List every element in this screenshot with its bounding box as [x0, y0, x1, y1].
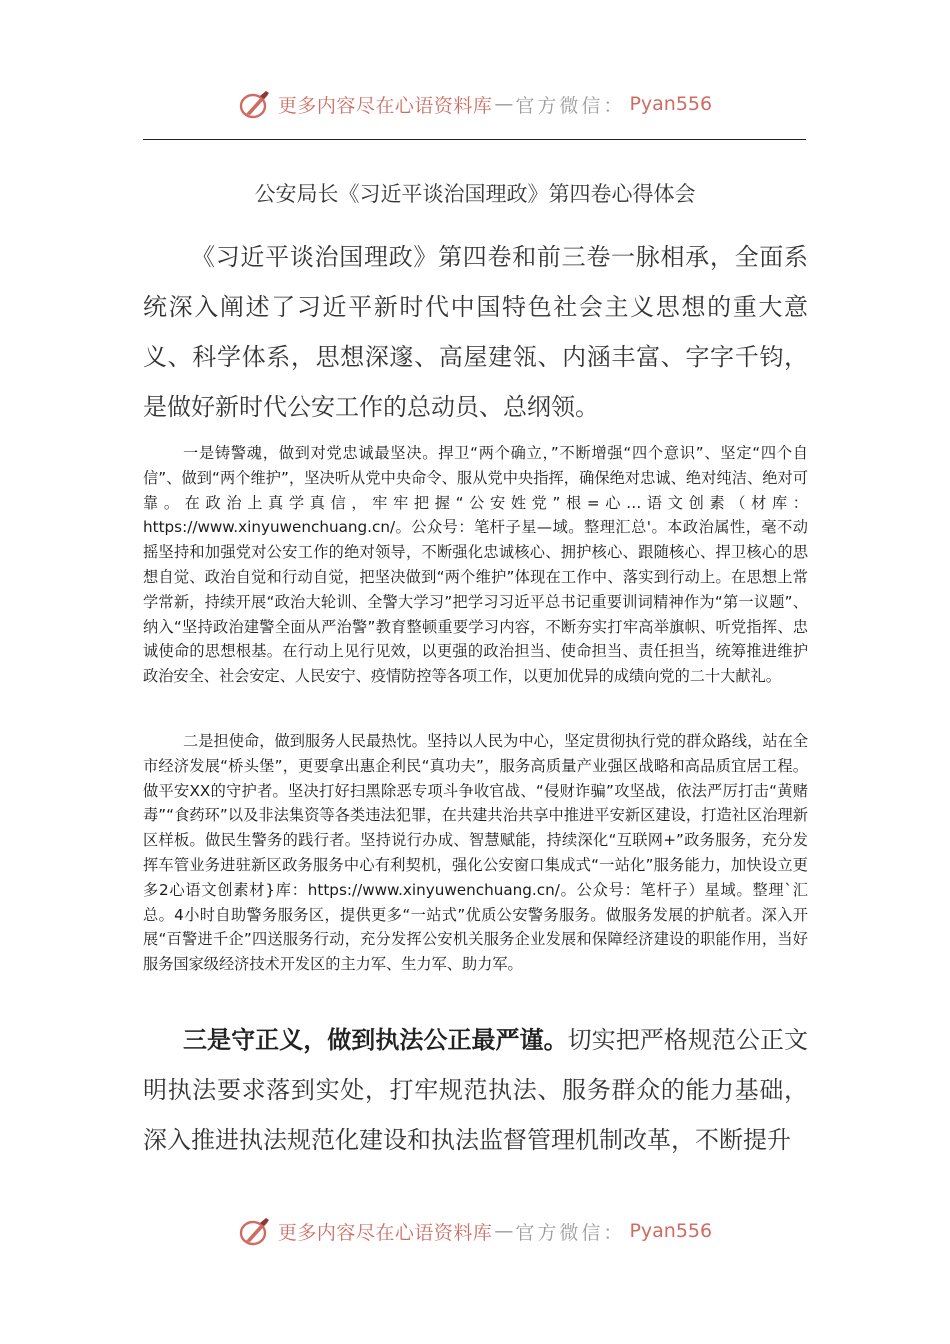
header-watermark [0, 84, 950, 124]
watermark-official-label: 官方微信： [515, 1221, 626, 1244]
intro-paragraph: 《习近平谈治国理政》第四卷和前三卷一脉相承，全面系统深入阐述了习近平新时代中国特色社会主义思想的重大意义、科学体系，思想深邃、高屋建瓴、内涵丰富、字字千钧，是做好新时代公安工作的总动员、总纲领。 [143, 243, 808, 421]
document-title: 公安局长《习近平谈治国理政》第四卷心得体会 [254, 182, 696, 206]
quill-pen-logo-icon [238, 87, 272, 121]
paragraph-1: 一是铸警魂，做到对党忠诚最坚决。捍卫“两个确立，”不断增强“四个意识”、坚定“四个自信”、做到“两个维护”，坚决听从党中央命令、服从党中央指挥，确保绝对忠诚、绝对纯洁、绝对可靠。在政治上真学真信，牢牢把握“公安姓党”根=心…语文创素（材库：https://www.xinyuwenchuang.cn/。公众号：笔杆子星—域。整理汇总'。本政治属性，毫不动摇坚持和加强党对公安工作的绝对领导，不断强化忠诚核心、拥护核心、跟随核心、捍卫核心的思想自觉、政治自觉和行动自觉，把坚决做到“两个维护”体现在工作中、落实到行动上。在思想上常学常新，持续开展“政治大轮训、全警大学习”把学习习近平总书记重要训词精神作为“第一议题”、纳入“坚持政治建警全面从严治警”教育整顿重要学习内容，不断夯实打牢高举旗帜、听党指挥、忠诚使命的思想根基。在行动上见行见效，以更强的政治担当、使命担当、责任担当，统筹推进维护政治安全、社会安定、人民安宁、疫情防控等各项工作，以更加优异的成绩向党的二十大献礼。 [143, 444, 808, 686]
watermark-dash: — [494, 93, 514, 115]
watermark-official-label: 官方微信： [515, 94, 626, 117]
watermark-main-text: 更多内容尽在心语资料库 [277, 94, 493, 117]
watermark-main-text: 更多内容尽在心语资料库 [277, 1221, 493, 1244]
paragraph-3-body: 切实把严格规范公正文明执法要求落到实处，打牢规范执法、服务群众的能力基础，深入推进执法规范化建设和执法监督管理机制改革，不断提升 [143, 1026, 808, 1154]
quill-pen-logo-icon [238, 1214, 272, 1248]
paragraph-2: 二是担使命，做到服务人民最热忱。坚持以人民为中心，坚定贯彻执行党的群众路线，站在全市经济发展“桥头堡”，更要拿出惠企利民“真功夫”，服务高质量产业强区战略和高品质宜居工程。做平安XX的守护者。坚决打好扫黑除恶专项斗争收官战、“侵财诈骗”攻坚战，依法严厉打击“黄赌毒”“食药环”以及非法集资等各类违法犯罪，在共建共治共享中推进平安新区建设，打造社区治理新区样板。做民生警务的践行者。坚持说行办成、智慧赋能，持续深化“互联网+”政务服务，充分发挥车管业务进驻新区政务服务中心有利契机，强化公安窗口集成式“一站化”服务能力，加快设立更多2心语文创素材}库：https://www.xinyuwenchuang.cn/。公众号：笔杆子）星域。整理`汇总。4小时自助警务服务区，提供更多“一站式”优质公安警务服务。做服务发展的护航者。深入开展“百警进千企”四送服务行动，充分发挥公安机关服务企业发展和保障经济建设的职能作用，当好服务国家级经济技术开发区的主力军、生力军、助力军。 [143, 732, 808, 974]
paragraph-3-lead: 三是守正义，做到执法公正最严谨。 [183, 1026, 568, 1054]
header-divider [143, 139, 806, 140]
paragraph-3 [143, 1015, 808, 1165]
watermark-dash: — [494, 1220, 514, 1242]
watermark-wechat-id: Pyan556 [629, 93, 713, 115]
watermark-wechat-id: Pyan556 [629, 1220, 713, 1242]
footer-watermark [0, 1211, 950, 1251]
